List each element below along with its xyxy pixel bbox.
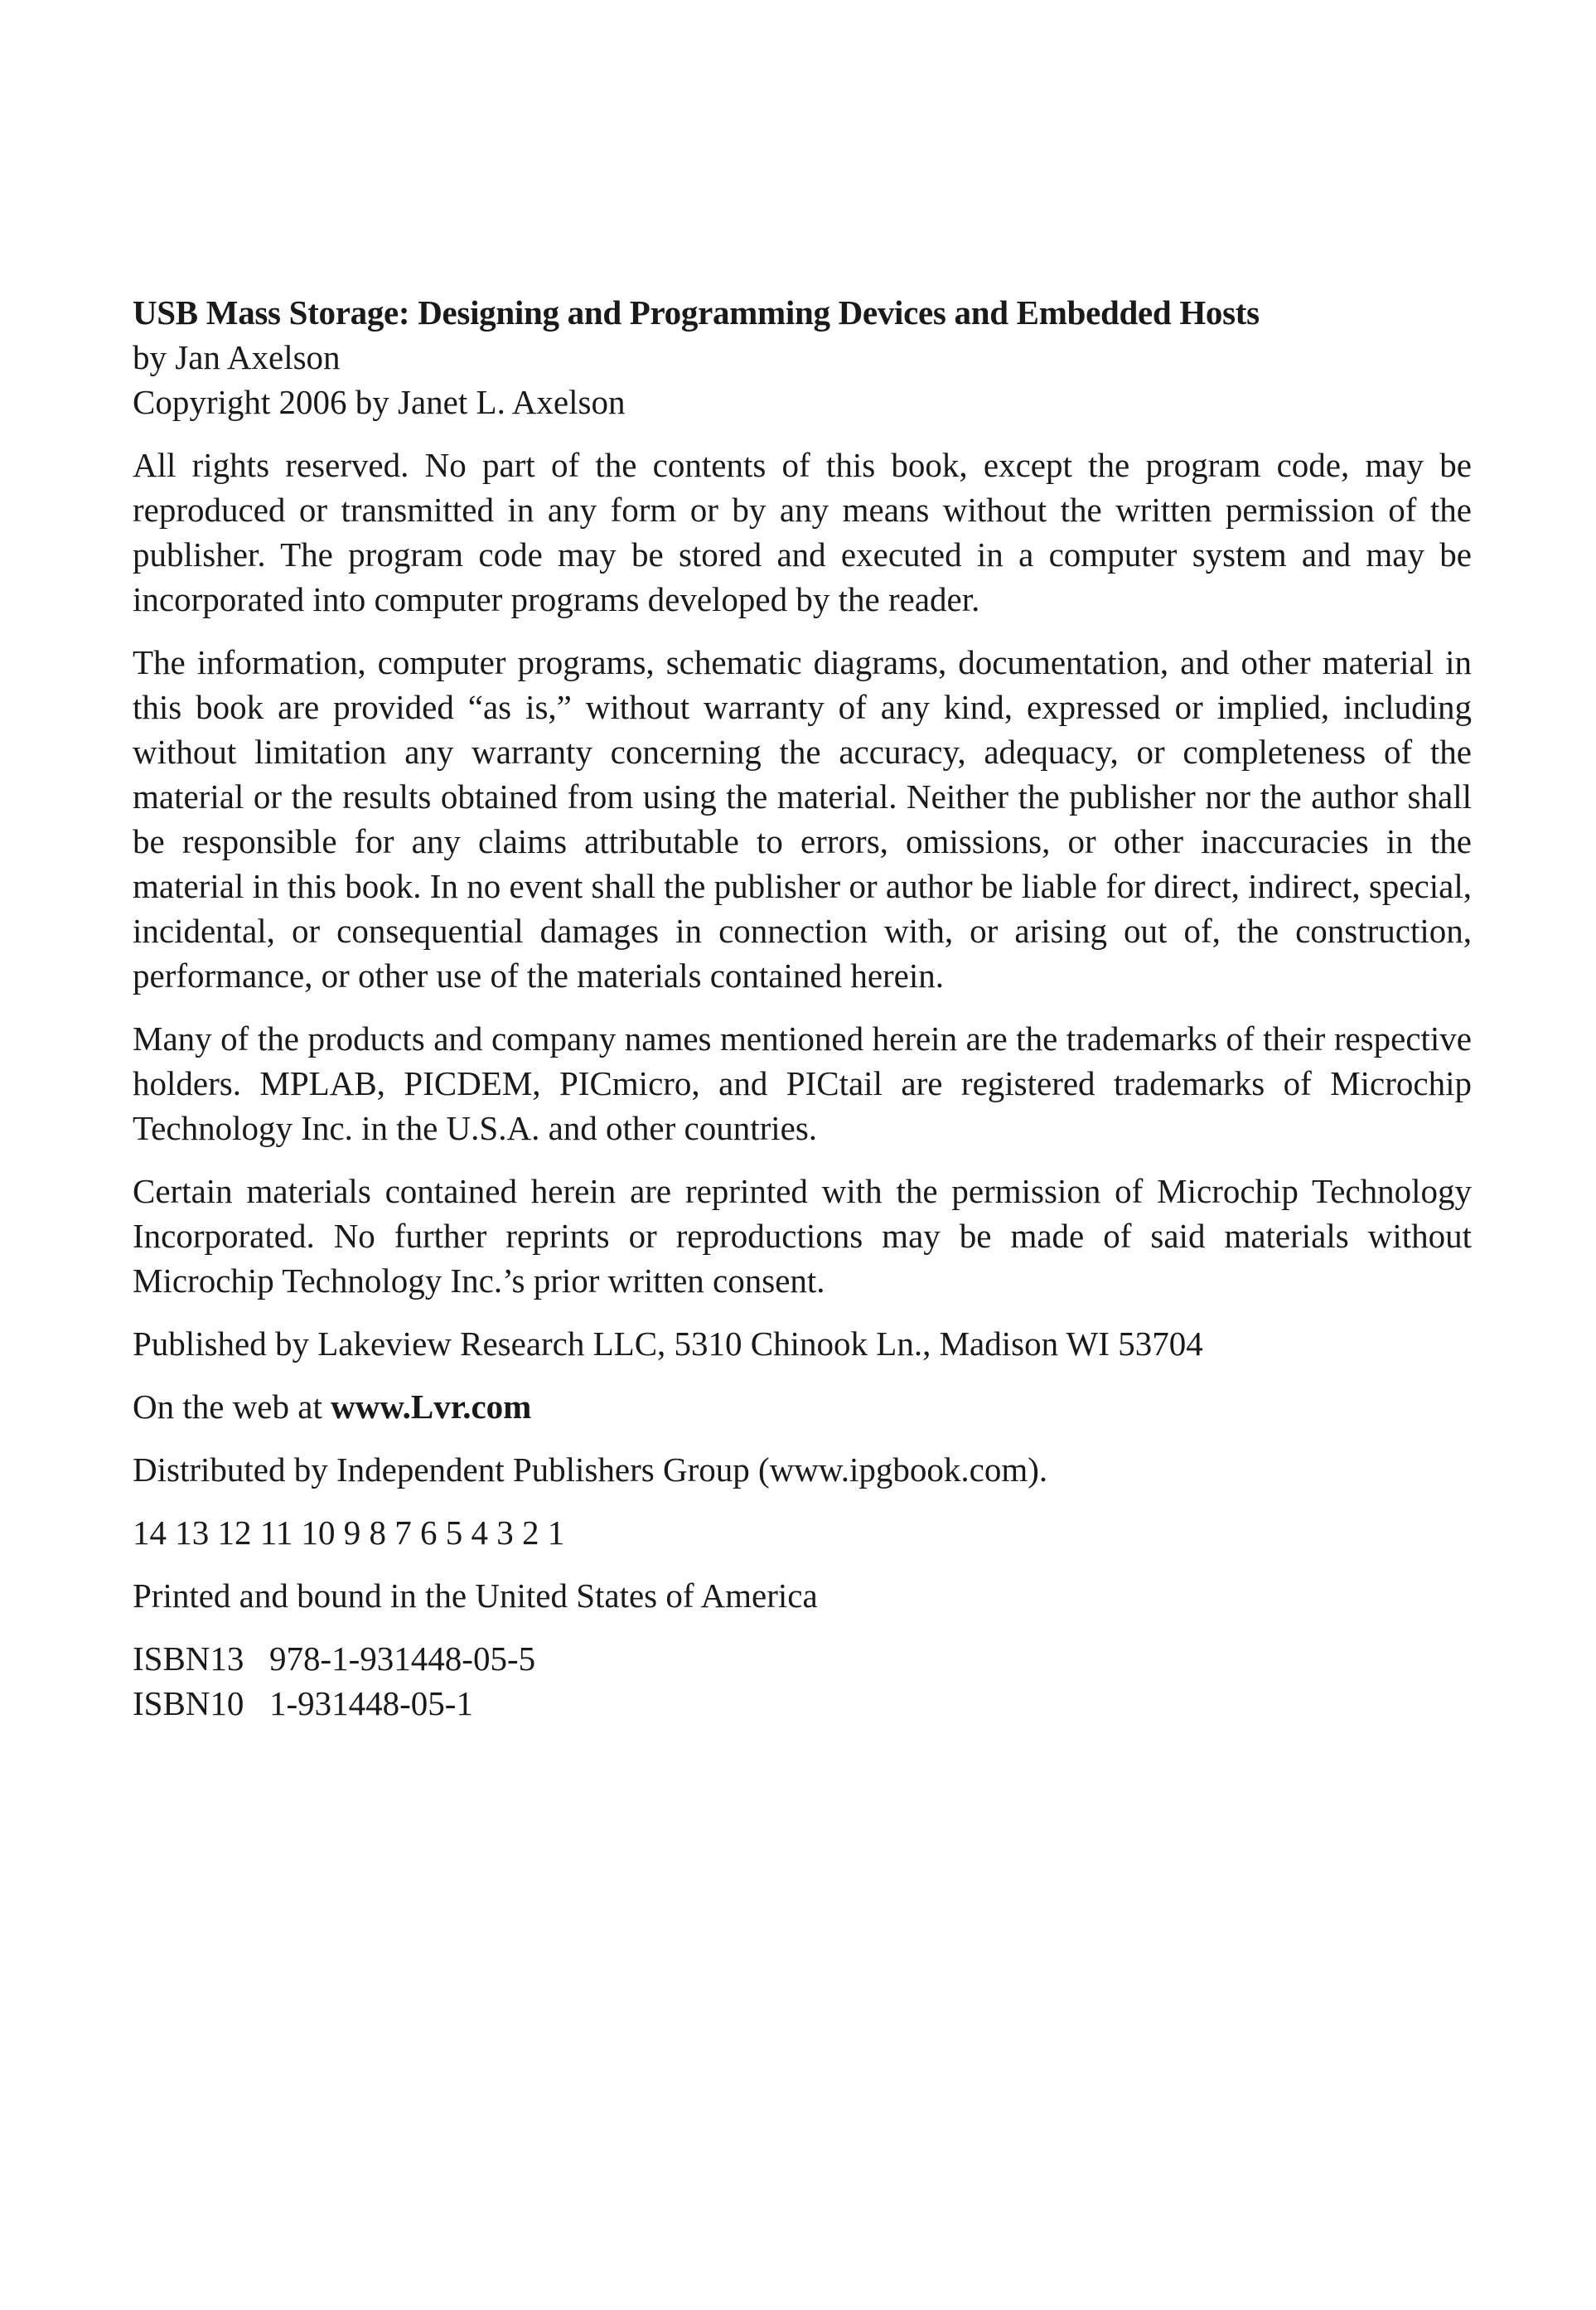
printed-in: Printed and bound in the United States of America bbox=[133, 1576, 818, 1615]
book-title: USB Mass Storage: Designing and Programming Devices and Embedded Hosts bbox=[133, 293, 1260, 332]
printing-line: 14 13 12 11 10 9 8 7 6 5 4 3 2 1 bbox=[133, 1513, 565, 1552]
isbn13-line bbox=[133, 1636, 1472, 1681]
isbn10-line bbox=[133, 1681, 1472, 1726]
disclaimer-paragraph: The information, computer programs, schematic diagrams, documentation, and other material in this book are provided “as is,” without warranty of any kind, expressed or implied, including without limitation any warranty concerning the accuracy, adequacy, or completeness of the material or the results obtained from using the material. Neither the publisher nor the author shall be responsible for any claims attributable to errors, omissions, or other inaccuracies in the material in this book. In no event shall the publisher or author be liable for direct, indirect, special, incidental, or consequential damages in connection with, or arising out of, the construction, performance, or other use of the materials contained herein. bbox=[133, 643, 1472, 995]
web-prefix: On the web at bbox=[133, 1387, 331, 1426]
isbn10-label: ISBN10 bbox=[133, 1684, 244, 1722]
isbn13-value: 978-1-931448-05-5 bbox=[269, 1639, 536, 1678]
copyright-notice: Copyright 2006 by Janet L. Axelson bbox=[133, 383, 626, 421]
website-link[interactable]: www.Lvr.com bbox=[331, 1387, 532, 1426]
isbn-block bbox=[133, 1636, 1472, 1726]
copyright-page bbox=[133, 290, 1472, 1726]
web-line bbox=[133, 1384, 1472, 1429]
published-by: Published by Lakeview Research LLC, 5310 Chinook Ln., Madison WI 53704 bbox=[133, 1324, 1203, 1363]
distributed-by: Distributed by Independent Publishers Group (www.ipgbook.com). bbox=[133, 1450, 1048, 1489]
reprints-paragraph: Certain materials contained herein are reprinted with the permission of Microchip Technology Incorporated. No further reprints or reproductions may be made of said materials without Microchip Technology Inc.’s prior written consent. bbox=[133, 1172, 1472, 1300]
author-byline: by Jan Axelson bbox=[133, 338, 341, 376]
title-block bbox=[133, 290, 1472, 380]
isbn13-label: ISBN13 bbox=[133, 1639, 244, 1678]
trademarks-paragraph: Many of the products and company names mentioned herein are the trademarks of their respective holders. MPLAB, PICDEM, PICmicro, and PICtail are registered trademarks of Microchip Technology Inc. in the U.S.A. and other countries. bbox=[133, 1019, 1472, 1147]
isbn10-value: 1-931448-05-1 bbox=[269, 1684, 473, 1722]
rights-paragraph: All rights reserved. No part of the contents of this book, except the program code, may be reproduced or transmitted in any form or by any means without the written permission of the publisher. The program code may be stored and executed in a computer system and may be incorporated into computer programs developed by the reader. bbox=[133, 446, 1472, 618]
